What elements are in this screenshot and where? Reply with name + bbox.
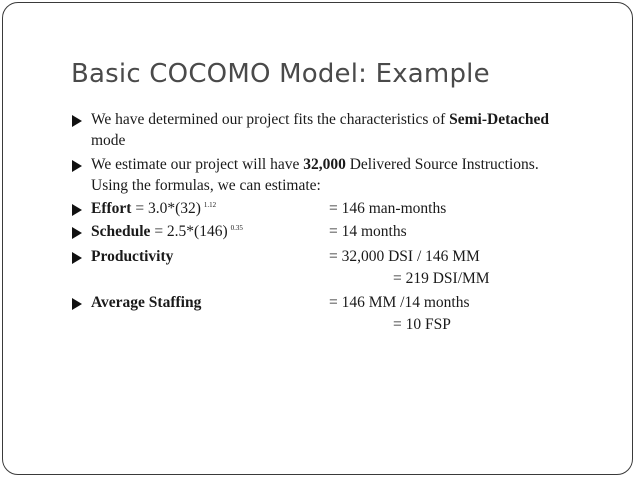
schedule-label: Schedule <box>91 223 151 240</box>
slide-title: Basic COCOMO Model: Example <box>71 59 490 89</box>
bullet-icon <box>72 160 82 172</box>
effort-result: = 146 man-months <box>329 200 447 217</box>
bullet-2-text: We estimate our project will have <box>91 156 304 173</box>
bullet-icon <box>72 115 82 127</box>
schedule-result: = 14 months <box>329 223 407 240</box>
bullet-text-1 <box>91 111 549 129</box>
bullet-1-text: We have determined our project fits the characteristics of <box>91 111 450 128</box>
schedule-expression: = 2.5*(146) <box>150 223 228 240</box>
staffing-result-2: = 10 FSP <box>393 316 451 333</box>
effort-expression: = 3.0*(32) <box>131 200 201 217</box>
productivity-result-1: = 32,000 DSI / 146 MM <box>329 248 480 265</box>
schedule-formula <box>91 223 243 241</box>
bullet-2-continuation: Using the formulas, we can estimate: <box>91 177 321 194</box>
productivity-result-2: = 219 DSI/MM <box>393 270 490 287</box>
bullet-text-2 <box>91 156 539 174</box>
bullet-2-text-post: Delivered Source Instructions. <box>345 156 539 173</box>
productivity-label-text: Productivity <box>91 248 174 265</box>
effort-formula <box>91 200 216 218</box>
staffing-label-text: Average Staffing <box>91 294 202 311</box>
staffing-label <box>91 294 201 312</box>
productivity-label <box>91 248 173 266</box>
bullet-1-bold: Semi-Detached <box>449 111 549 128</box>
bullet-2-bold: 32,000 <box>303 156 346 173</box>
staffing-result-1: = 146 MM /14 months <box>329 294 470 311</box>
bullet-icon <box>72 204 82 216</box>
slide-body <box>3 3 632 474</box>
slide <box>2 2 633 475</box>
effort-label: Effort <box>91 200 132 217</box>
bullet-icon <box>72 227 82 239</box>
bullet-icon <box>72 252 82 264</box>
bullet-icon <box>72 298 82 310</box>
effort-exponent: 1.12 <box>203 201 217 209</box>
schedule-exponent: 0.35 <box>230 224 243 232</box>
bullet-1-continuation: mode <box>91 132 126 149</box>
